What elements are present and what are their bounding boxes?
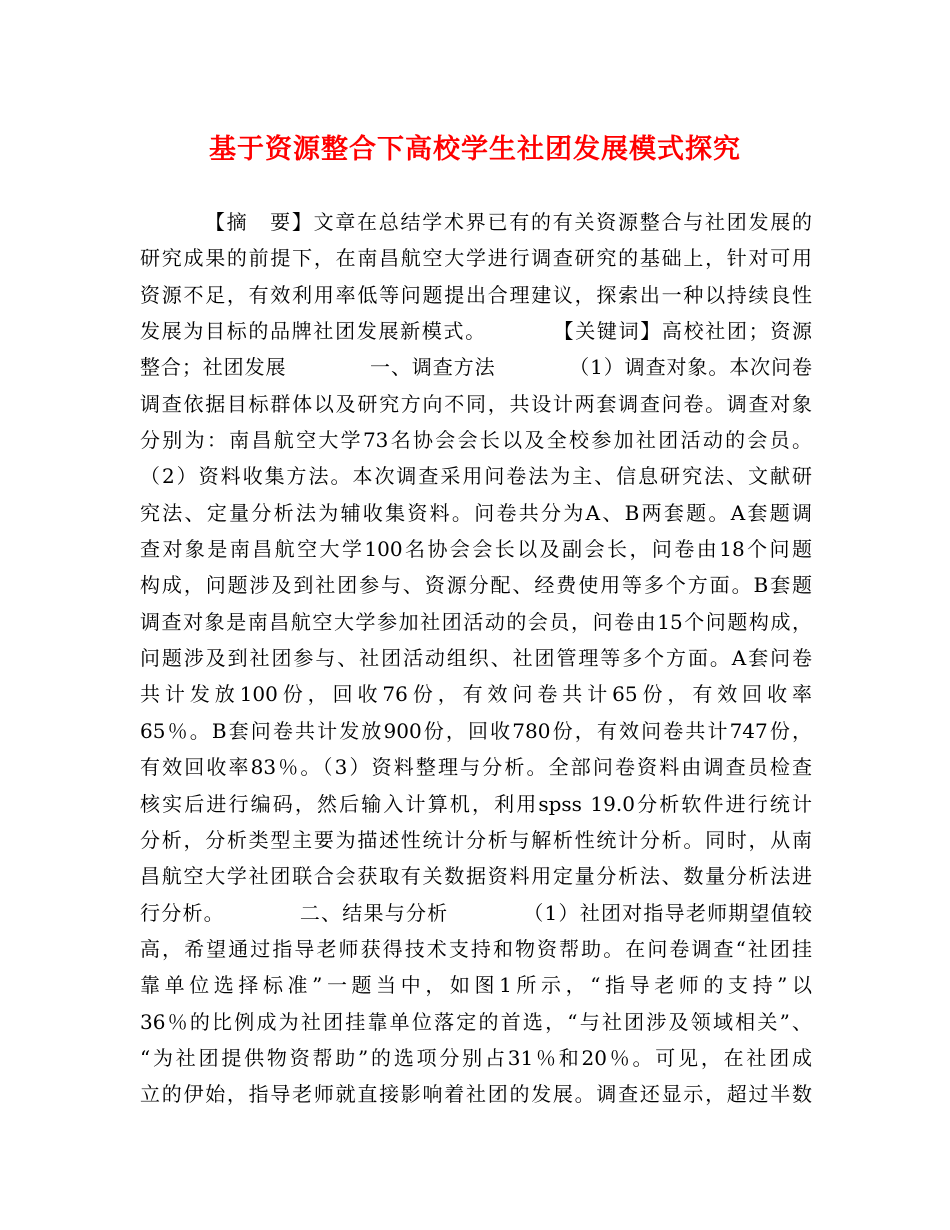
body-line: 行分析。 二、结果与分析 （1）社团对指导老师期望值较 xyxy=(140,900,812,925)
body-line: 究法、定量分析法为辅收集资料。问卷共分为A、B两套题。A套题调 xyxy=(140,500,812,525)
body-line: 立的伊始，指导老师就直接影响着社团的发展。调查还显示，超过半数 xyxy=(140,1082,812,1107)
body-line: 核实后进行编码，然后输入计算机，利用spss 19.0分析软件进行统计 xyxy=(140,791,812,816)
body-line: 高，希望通过指导老师获得技术支持和物资帮助。在问卷调查“社团挂 xyxy=(140,936,812,961)
body-line: 【摘 要】文章在总结学术界已有的有关资源整合与社团发展的 xyxy=(140,210,812,234)
document-title: 基于资源整合下高校学生社团发展模式探究 xyxy=(209,134,741,165)
body-line: 靠单位选择标准”一题当中，如图1所示，“指导老师的支持”以 xyxy=(140,973,812,998)
body-line: 有效回收率83％。（3）资料整理与分析。全部问卷资料由调查员检查 xyxy=(140,755,812,780)
body-line: （2）资料收集方法。本次调查采用问卷法为主、信息研究法、文献研 xyxy=(140,464,812,489)
body-line: 查对象是南昌航空大学100名协会会长以及副会长，问卷由18个问题 xyxy=(140,537,812,562)
body-line: 构成，问题涉及到社团参与、资源分配、经费使用等多个方面。B套题 xyxy=(140,573,812,598)
body-line: 调查依据目标群体以及研究方向不同，共设计两套调查问卷。调查对象 xyxy=(140,391,812,416)
body-line: 分析，分析类型主要为描述性统计分析与解析性统计分析。同时，从南 xyxy=(140,827,812,852)
body-line: 资源不足，有效利用率低等问题提出合理建议，探索出一种以持续良性 xyxy=(140,282,812,307)
body-line: 分别为：南昌航空大学73名协会会长以及全校参加社团活动的会员。 xyxy=(140,428,812,453)
body-line: 36％的比例成为社团挂靠单位落定的首选，“与社团涉及领域相关”、 xyxy=(140,1009,812,1034)
body-line: “为社团提供物资帮助”的选项分别占31％和20％。可见，在社团成 xyxy=(140,1045,812,1070)
body-line: 整合；社团发展 一、调查方法 （1）调查对象。本次问卷 xyxy=(140,355,812,380)
body-line: 问题涉及到社团参与、社团活动组织、社团管理等多个方面。A套问卷 xyxy=(140,646,812,671)
body-line: 调查对象是南昌航空大学参加社团活动的会员，问卷由15个问题构成， xyxy=(140,609,812,634)
body-line: 65％。B套问卷共计发放900份，回收780份，有效问卷共计747份， xyxy=(140,718,812,743)
body-line: 共计发放100份，回收76份，有效问卷共计65份，有效回收率 xyxy=(140,682,812,707)
document-body xyxy=(140,204,812,1113)
body-line: 研究成果的前提下，在南昌航空大学进行调查研究的基础上，针对可用 xyxy=(140,246,812,271)
body-line: 发展为目标的品牌社团发展新模式。 【关键词】高校社团；资源 xyxy=(140,319,812,344)
body-line: 昌航空大学社团联合会获取有关数据资料用定量分析法、数量分析法进 xyxy=(140,864,812,889)
